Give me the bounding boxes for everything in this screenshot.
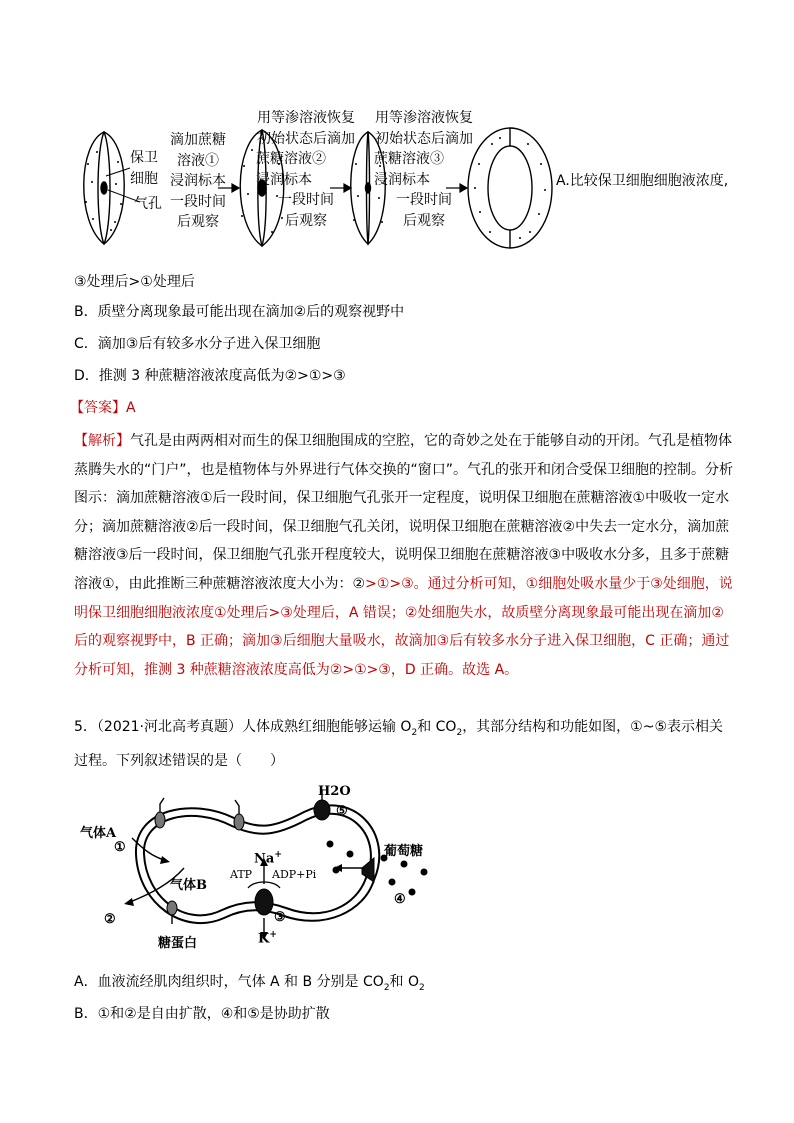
h2o-label: H2O xyxy=(318,784,351,799)
step2-line: 后观察 xyxy=(285,212,327,229)
q5-stem-pre: 5．（2021·河北高考真题）人体成熟红细胞能够运输 O xyxy=(74,719,412,735)
step1-line: 滴加蔗糖 xyxy=(170,132,226,148)
analysis-label: 【解析】 xyxy=(74,433,130,449)
step3-line: 后观察 xyxy=(403,212,445,229)
analysis-text-red: >①>③。通过分析可知，①细胞处吸水量少于③处细胞，说明保卫细胞细胞液浓度①处理后>③处理后，A 错误；②处细胞失水，故质壁分离现象最可能出现在滴加②后的观察视野中，B 正确；滴加③后细胞大量吸水，故滴加③后有较多水分子进入保卫细胞，C 正确；通过分析可知，推测 3 种蔗糖溶液浓度高低为②>①>③，D 正确。故选 A。 xyxy=(74,575,733,678)
gas-b-label: 气体B xyxy=(170,878,207,893)
q5-sub-co2: 2 xyxy=(456,727,463,738)
step3-line: 浸润标本 xyxy=(374,171,430,188)
step2-line: 初始状态后滴加 xyxy=(257,130,355,147)
step1-line: 浸润标本 xyxy=(170,173,226,189)
q4-answer: 【答案】A xyxy=(70,400,136,416)
q4-option-b: B．质壁分离现象最可能出现在滴加②后的观察视野中 xyxy=(74,304,405,320)
red-blood-cell-figure xyxy=(74,784,454,952)
step3-line: 用等渗溶液恢复 xyxy=(375,110,473,126)
q5-option-a-pre: A．血液流经肌肉组织时，气体 A 和 B 分别是 CO xyxy=(74,974,384,990)
guard-cell-pair-initial xyxy=(84,132,125,244)
process-3-label: ③ xyxy=(274,910,286,925)
step1-line: 后观察 xyxy=(177,214,219,230)
step2-line: 蔗糖溶液② xyxy=(256,151,326,167)
q4-option-a-part2: ③处理后>①处理后 xyxy=(74,274,195,290)
glucose-label: 葡萄糖 xyxy=(384,844,424,859)
guard-cell-pair-after-solution-3 xyxy=(468,128,552,248)
q5-stem xyxy=(74,713,734,776)
atp-label: ATP xyxy=(230,868,253,881)
q5-option-a-sub1: 2 xyxy=(383,982,390,993)
glycoprotein-label: 糖蛋白 xyxy=(158,936,198,951)
process-2-label: ② xyxy=(104,912,116,927)
stoma-label: 气孔 xyxy=(134,196,162,212)
q5-stem-mid: 和 CO xyxy=(417,719,457,735)
step2-text xyxy=(254,108,358,231)
step2-line: 一段时间 xyxy=(278,192,334,208)
q5-option-b: B．①和②是自由扩散，④和⑤是协助扩散 xyxy=(74,1006,330,1022)
k-charge: + xyxy=(269,930,277,940)
step1-text xyxy=(166,130,230,233)
step3-line: 一段时间 xyxy=(396,192,452,208)
step3-line: 蔗糖溶液③ xyxy=(374,151,444,167)
rbc-drawing xyxy=(74,784,454,952)
na-text: Na xyxy=(254,851,275,867)
q5-option-a-mid: 和 O xyxy=(389,974,420,990)
k-text: K xyxy=(258,931,270,947)
q4-option-c: C．滴加③后有较多水分子进入保卫细胞 xyxy=(74,336,321,352)
k-label xyxy=(258,930,277,946)
gas-a-label: 气体A xyxy=(80,826,117,841)
guard-cell-label-line1: 保卫 xyxy=(130,150,158,166)
guard-cell-label-line2: 细胞 xyxy=(130,170,158,187)
q5-stem-post: ，其部分结构和功能如图，①~⑤表示相关过程。下列叙述错误的是（ ） xyxy=(74,719,724,770)
process-5-label: ⑤ xyxy=(336,804,348,819)
step1-line: 一段时间 xyxy=(170,193,226,210)
process-4-label: ④ xyxy=(394,892,406,907)
step1-line: 溶液① xyxy=(177,152,219,169)
step3-text xyxy=(372,108,476,231)
q5-option-a xyxy=(74,972,425,998)
step2-line: 用等渗溶液恢复 xyxy=(257,110,355,126)
q5-sub-o2: 2 xyxy=(411,727,418,738)
na-charge: + xyxy=(274,850,282,860)
process-1-label: ① xyxy=(114,840,126,855)
step3-line: 初始状态后滴加 xyxy=(375,130,473,147)
q4-analysis xyxy=(74,427,734,684)
q4-option-d: D．推测 3 种蔗糖溶液浓度高低为②>①>③ xyxy=(74,368,346,384)
stomata-experiment-figure xyxy=(74,104,554,254)
guard-cell-label xyxy=(130,148,158,189)
q5-option-a-sub2: 2 xyxy=(419,982,425,993)
q4-option-a-part1: A.比较保卫细胞细胞液浓度, xyxy=(556,173,729,189)
na-label xyxy=(254,850,282,866)
analysis-text-black: 气孔是由两两相对而生的保卫细胞围成的空腔，它的奇妙之处在于能够自动的开闭。气孔是植物体蒸腾失水的“门户”，也是植物体与外界进行气体交换的“窗口”。气孔的张开和闭合受保卫细胞的控制。分析图示：滴加蔗糖溶液①后一段时间，保卫细胞气孔张开一定程度，说明保卫细胞在蔗糖溶液①中吸收一定水分；滴加蔗糖溶液②后一段时间，保卫细胞气孔关闭，说明保卫细胞在蔗糖溶液②中失去一定水分，滴加蔗糖溶液③后一段时间，保卫细胞气孔张开程度较大，说明保卫细胞在蔗糖溶液③中吸收水分多，且多于蔗糖溶液①，由此推断三种蔗糖溶液浓度大小为：② xyxy=(74,433,734,592)
adp-label: ADP+Pi xyxy=(272,868,317,881)
step2-line: 浸润标本 xyxy=(256,171,312,188)
